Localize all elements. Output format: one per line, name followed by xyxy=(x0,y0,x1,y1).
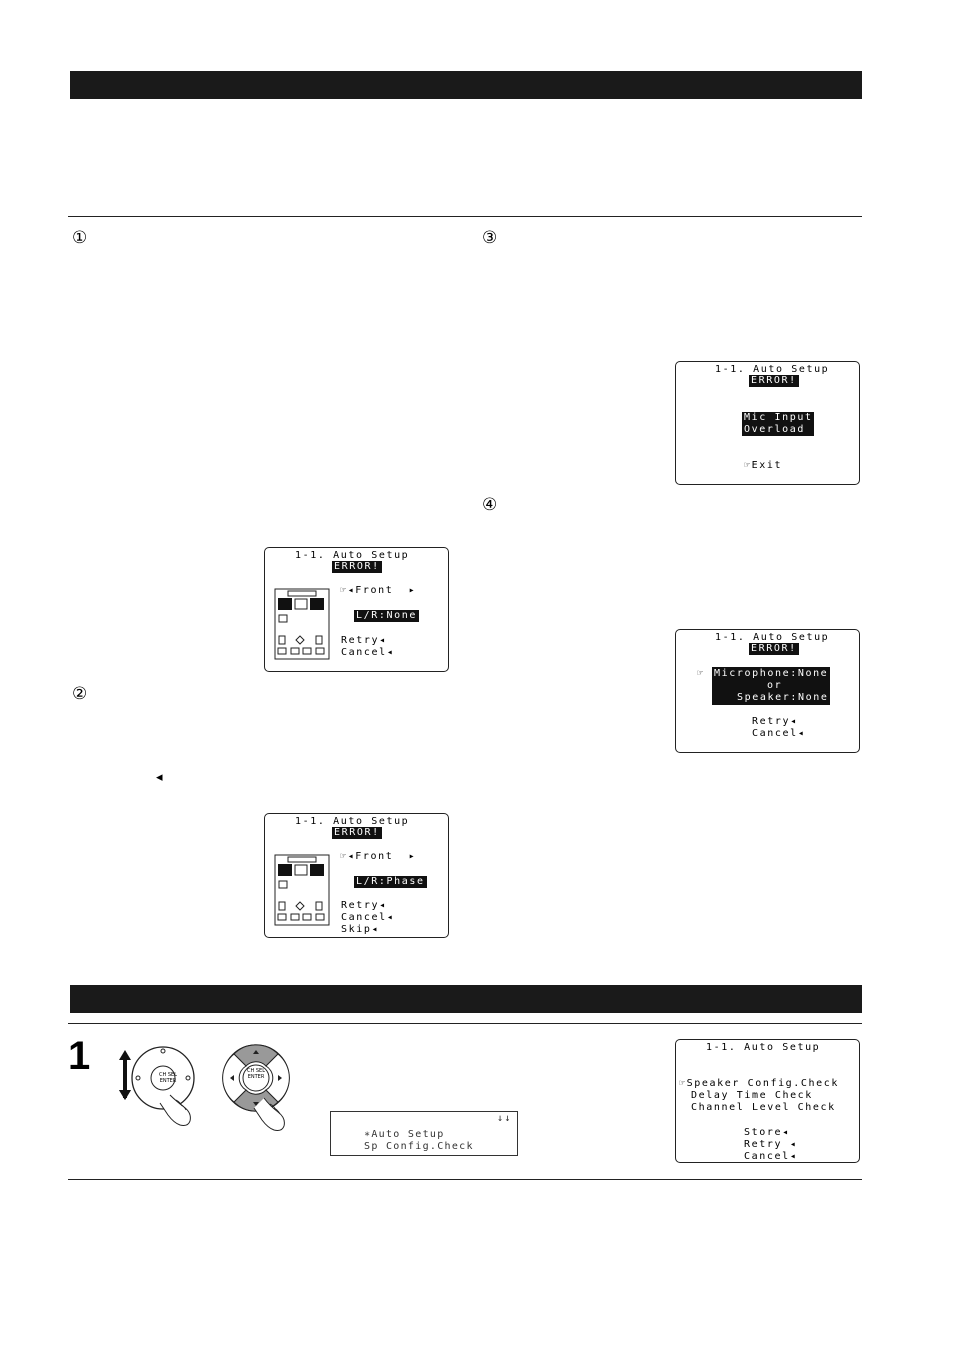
display-line-2: Sp Config.Check xyxy=(364,1141,474,1152)
remote-b-button-label xyxy=(243,1068,269,1080)
osd-error-badge: ERROR! xyxy=(751,643,797,654)
osd-message-line-2: Overload xyxy=(742,424,814,436)
osd-error-badge: ERROR! xyxy=(334,827,380,838)
divider-rule-2 xyxy=(68,1023,862,1024)
osd-screen-auto-setup-menu xyxy=(675,1039,860,1163)
remote-b-label-line-2: ENTER xyxy=(247,1074,265,1080)
osd-menu-item-delay-time: Delay Time Check xyxy=(691,1090,813,1101)
osd-title: 1-1. Auto Setup xyxy=(295,550,410,561)
remote-a-label-line-2: ENTER xyxy=(159,1078,177,1084)
display-line-1: ∗Auto Setup xyxy=(364,1129,445,1140)
step-circle-4: ④ xyxy=(482,495,498,515)
speaker-layout-icon xyxy=(274,588,330,660)
remote-a-label-line-1: CH SEL xyxy=(159,1072,177,1078)
pointer-icon: ☞ xyxy=(697,668,705,679)
osd-skip-option: Skip◂ xyxy=(341,924,380,935)
osd-error-badge: ERROR! xyxy=(751,375,797,386)
osd-title: 1-1. Auto Setup xyxy=(715,632,830,643)
step-circle-2: ② xyxy=(72,684,88,704)
osd-cancel-option: Cancel◂ xyxy=(752,728,806,739)
divider-rule xyxy=(68,216,862,217)
osd-screen-front-none xyxy=(264,547,449,672)
osd-screen-mic-overload xyxy=(675,361,860,485)
osd-status-value: L/R:Phase xyxy=(356,876,425,887)
osd-menu-item-speaker-config: ☞Speaker Config.Check xyxy=(679,1078,840,1089)
remote-a-button-label xyxy=(155,1072,181,1084)
osd-retry-option: Retry◂ xyxy=(341,635,387,646)
osd-screen-front-phase xyxy=(264,813,449,938)
osd-front-selector: ☞◂Front ▸ xyxy=(340,851,417,862)
osd-front-selector: ☞◂Front ▸ xyxy=(340,585,417,596)
osd-cancel-option: Cancel◂ xyxy=(341,912,395,923)
display-corner-indicator: ↓↓ xyxy=(497,1113,512,1124)
osd-message-line-1: Microphone:None xyxy=(714,668,829,679)
step-circle-1: ① xyxy=(72,228,88,248)
osd-error-badge: ERROR! xyxy=(334,561,380,572)
front-panel-display xyxy=(330,1111,518,1156)
remote-dial-rotate-illustration xyxy=(110,1040,206,1130)
osd-menu-item-channel-level: Channel Level Check xyxy=(691,1102,836,1113)
step-number-1: 1 xyxy=(68,1034,91,1078)
left-arrow-glyph: ◂ xyxy=(156,770,163,785)
osd-screen-mic-speaker-none xyxy=(675,629,860,753)
osd-title: 1-1. Auto Setup xyxy=(295,816,410,827)
section-header-bar-2 xyxy=(70,985,862,1013)
remote-cursor-pad-illustration xyxy=(220,1040,310,1136)
osd-exit-option: ☞Exit xyxy=(744,460,783,471)
osd-cancel-option: Cancel◂ xyxy=(341,647,395,658)
osd-cancel-option: Cancel◂ xyxy=(744,1151,798,1162)
osd-retry-option: Retry◂ xyxy=(752,716,798,727)
osd-message-line-2: or xyxy=(767,680,783,691)
osd-store-option: Store◂ xyxy=(744,1127,790,1138)
remote-b-label-line-1: CH SEL xyxy=(247,1068,265,1074)
osd-message-line-3: Speaker:None xyxy=(737,692,829,703)
divider-rule-3 xyxy=(68,1179,862,1180)
step-circle-3: ③ xyxy=(482,228,498,248)
osd-message-line-1: Mic Input xyxy=(744,412,813,423)
section-header-bar xyxy=(70,71,862,99)
osd-retry-option: Retry ◂ xyxy=(744,1139,798,1150)
osd-status-value: L/R:None xyxy=(356,610,417,621)
osd-title: 1-1. Auto Setup xyxy=(706,1042,821,1053)
osd-title: 1-1. Auto Setup xyxy=(715,364,830,375)
osd-retry-option: Retry◂ xyxy=(341,900,387,911)
speaker-layout-icon xyxy=(274,854,330,926)
